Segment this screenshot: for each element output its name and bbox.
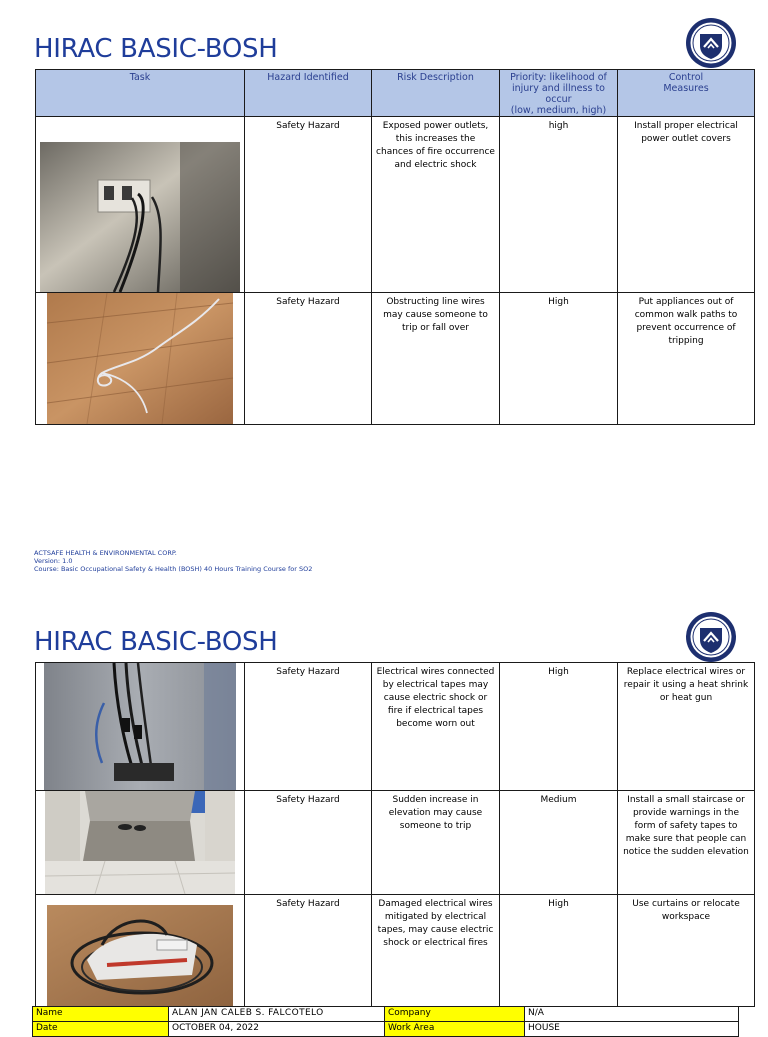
- date-value: OCTOBER 04, 2022: [169, 1022, 385, 1037]
- task-cell: [36, 895, 245, 1007]
- elevation-step-photo: [45, 791, 235, 894]
- date-label: Date: [33, 1022, 169, 1037]
- name-value: ALAN JAN CALEB S. FALCOTELO: [169, 1007, 385, 1022]
- hirac-table-page-2: [35, 662, 755, 1007]
- info-row: [33, 1007, 739, 1022]
- name-label: Name: [33, 1007, 169, 1022]
- footer-company: ACTSAFE HEALTH & ENVIRONMENTAL CORP.: [34, 549, 177, 557]
- control-cell: Replace electrical wires or repair it using a heat shrink or heat gun: [618, 663, 755, 791]
- risk-cell: Electrical wires connected by electrical tapes may cause electric shock or fire if electrical tapes become worn out: [372, 663, 500, 791]
- priority-cell: High: [500, 663, 618, 791]
- company-value: N/A: [525, 1007, 739, 1022]
- header-task: Task: [36, 70, 245, 117]
- header-priority: Priority: likelihood of injury and illness to occur (low, medium, high): [500, 70, 618, 117]
- hazard-cell: Safety Hazard: [245, 663, 372, 791]
- table-row: [36, 117, 755, 293]
- power-outlet-photo: [40, 142, 240, 292]
- hirac-table-page-1: [35, 69, 755, 425]
- control-cell: Use curtains or relocate workspace: [618, 895, 755, 1007]
- taped-wires-photo: [44, 663, 236, 790]
- work-area-label: Work Area: [385, 1022, 525, 1037]
- risk-cell: Exposed power outlets, this increases the chances of fire occurrence and electric shock: [372, 117, 500, 293]
- risk-cell: Damaged electrical wires mitigated by electrical tapes, may cause electric shock or electrical fires: [372, 895, 500, 1007]
- page-title: HIRAC BASIC-BOSH: [34, 34, 278, 64]
- priority-cell: High: [500, 293, 618, 425]
- risk-cell: Sudden increase in elevation may cause someone to trip: [372, 791, 500, 895]
- work-area-value: HOUSE: [525, 1022, 739, 1037]
- document-footer: [34, 549, 312, 573]
- control-cell: Put appliances out of common walk paths to prevent occurrence of tripping: [618, 293, 755, 425]
- task-cell: [36, 117, 245, 293]
- company-label: Company: [385, 1007, 525, 1022]
- table-row: [36, 791, 755, 895]
- priority-cell: Medium: [500, 791, 618, 895]
- control-cell: Install a small staircase or provide warnings in the form of safety tapes to make sure that people can notice the sudden elevation: [618, 791, 755, 895]
- header-hazard: Hazard Identified: [245, 70, 372, 117]
- footer-version: Version: 1.0: [34, 557, 73, 565]
- company-logo-icon: [685, 611, 737, 663]
- info-table: [32, 1006, 739, 1037]
- hazard-cell: Safety Hazard: [245, 117, 372, 293]
- control-cell: Install proper electrical power outlet covers: [618, 117, 755, 293]
- task-cell: [36, 293, 245, 425]
- table-row: [36, 895, 755, 1007]
- info-row: [33, 1022, 739, 1037]
- hazard-cell: Safety Hazard: [245, 895, 372, 1007]
- damaged-iron-wire-photo: [47, 905, 233, 1006]
- page-title: HIRAC BASIC-BOSH: [34, 627, 278, 657]
- footer-course: Course: Basic Occupational Safety & Health (BOSH) 40 Hours Training Course for SO2: [34, 565, 313, 573]
- risk-cell: Obstructing line wires may cause someone to trip or fall over: [372, 293, 500, 425]
- task-cell: [36, 791, 245, 895]
- hazard-cell: Safety Hazard: [245, 791, 372, 895]
- hazard-cell: Safety Hazard: [245, 293, 372, 425]
- task-cell: [36, 663, 245, 791]
- header-control: Control Measures: [618, 70, 755, 117]
- priority-cell: high: [500, 117, 618, 293]
- floor-wire-photo: [47, 293, 233, 424]
- priority-cell: High: [500, 895, 618, 1007]
- header-risk: Risk Description: [372, 70, 500, 117]
- table-row: [36, 663, 755, 791]
- table-row: [36, 293, 755, 425]
- company-logo-icon: [685, 17, 737, 69]
- table-header-row: [36, 70, 755, 117]
